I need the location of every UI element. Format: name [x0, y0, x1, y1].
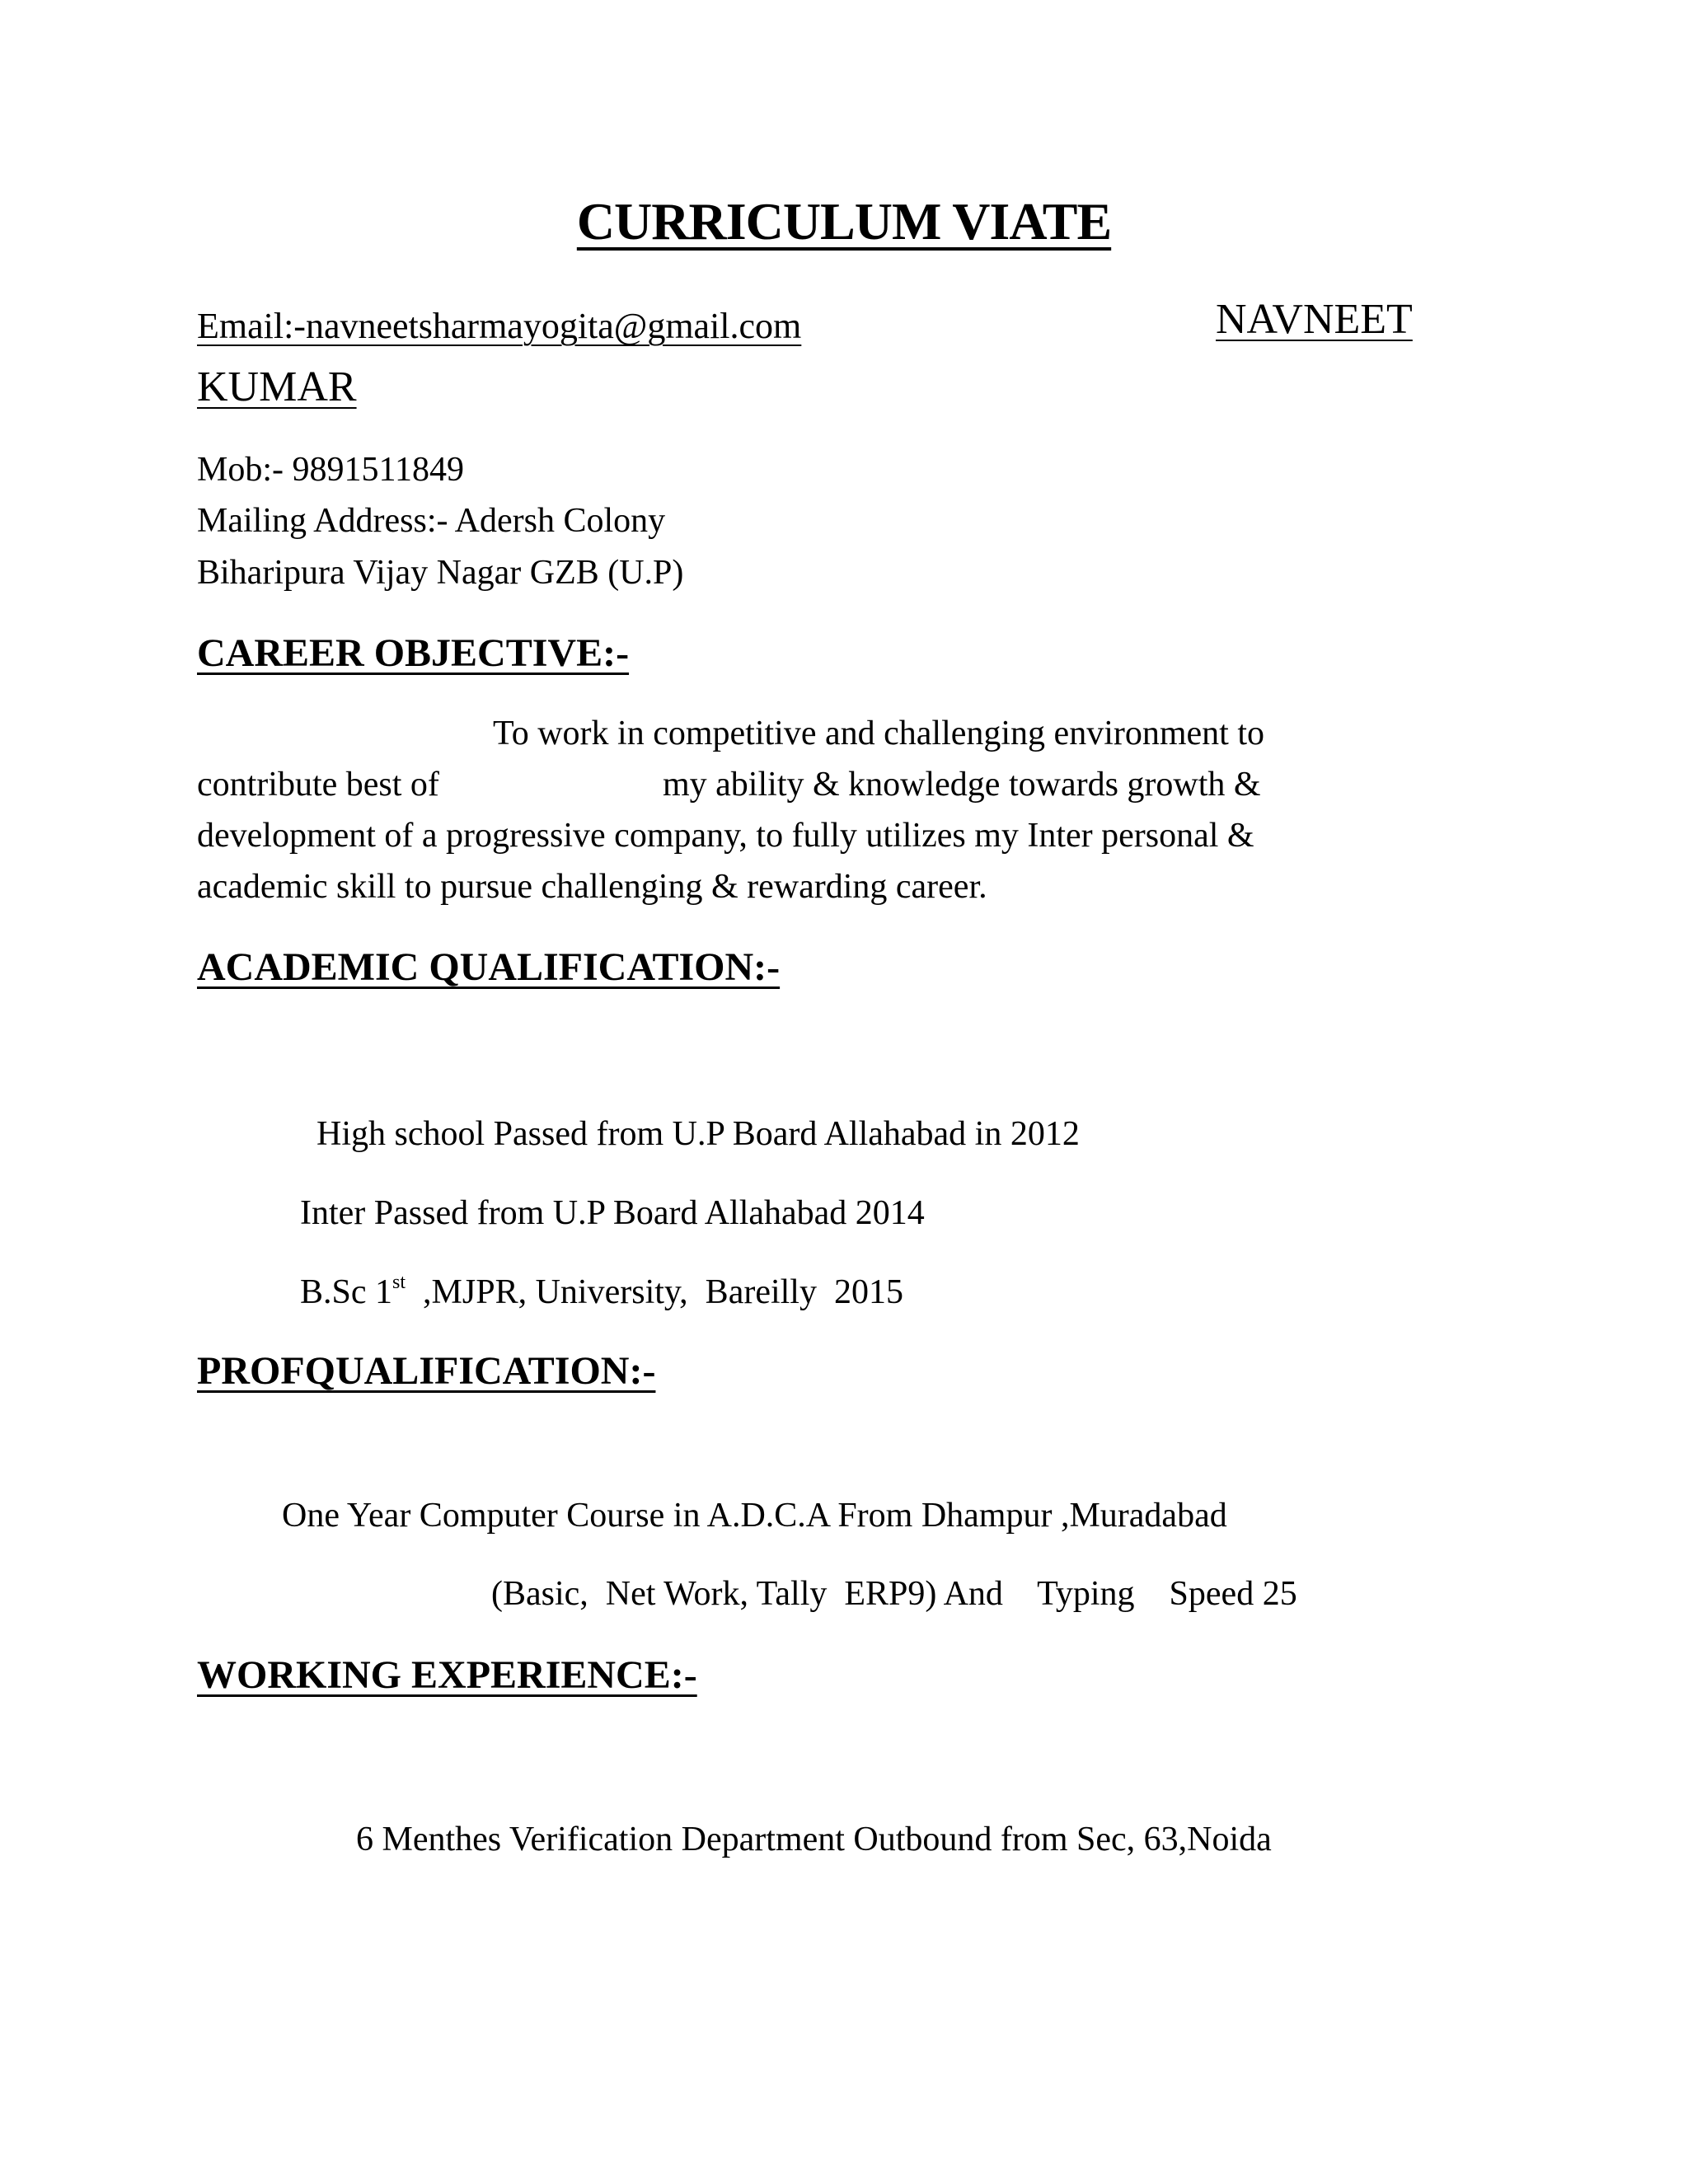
- academic-item-2: Inter Passed from U.P Board Allahabad 2014: [300, 1194, 925, 1232]
- objective-line-1: To work in competitive and challenging environment to: [493, 715, 1264, 752]
- professional-line-1: One Year Computer Course in A.D.C.A From Dhampur ,Muradabad: [282, 1497, 1227, 1535]
- name-last: KUMAR: [197, 363, 357, 410]
- academic-item-3: B.Sc 1st ,MJPR, University, Bareilly 2015: [300, 1272, 903, 1311]
- academic-item-1: High school Passed from U.P Board Allahabad in 2012: [316, 1115, 1080, 1153]
- document-title: CURRICULUM VIATE: [576, 192, 1112, 251]
- objective-line-4: academic skill to pursue challenging & rewarding career.: [197, 868, 987, 906]
- academic-heading: ACADEMIC QUALIFICATION:-: [197, 945, 781, 989]
- email-text: Email:-navneetsharmayogita@gmail.com: [197, 306, 802, 346]
- objective-line-2a: contribute best of: [197, 766, 439, 804]
- mobile-text: Mob:- 9891511849: [197, 451, 464, 489]
- objective-line-3: development of a progressive company, to fully utilizes my Inter personal &: [197, 817, 1254, 855]
- address-line-1: Mailing Address:- Adersh Colony: [197, 502, 666, 540]
- professional-line-2: (Basic, Net Work, Tally ERP9) And Typing Speed 25: [491, 1575, 1297, 1613]
- experience-heading: WORKING EXPERIENCE:-: [197, 1653, 697, 1697]
- experience-line-1: 6 Menthes Verification Department Outbound from Sec, 63,Noida: [356, 1821, 1272, 1858]
- address-line-2: Biharipura Vijay Nagar GZB (U.P): [197, 554, 684, 592]
- career-objective-heading: CAREER OBJECTIVE:-: [197, 631, 630, 675]
- professional-heading: PROFQUALIFICATION:-: [197, 1349, 656, 1393]
- name-first: NAVNEET: [1216, 296, 1413, 343]
- objective-line-2b: my ability & knowledge towards growth &: [663, 766, 1261, 804]
